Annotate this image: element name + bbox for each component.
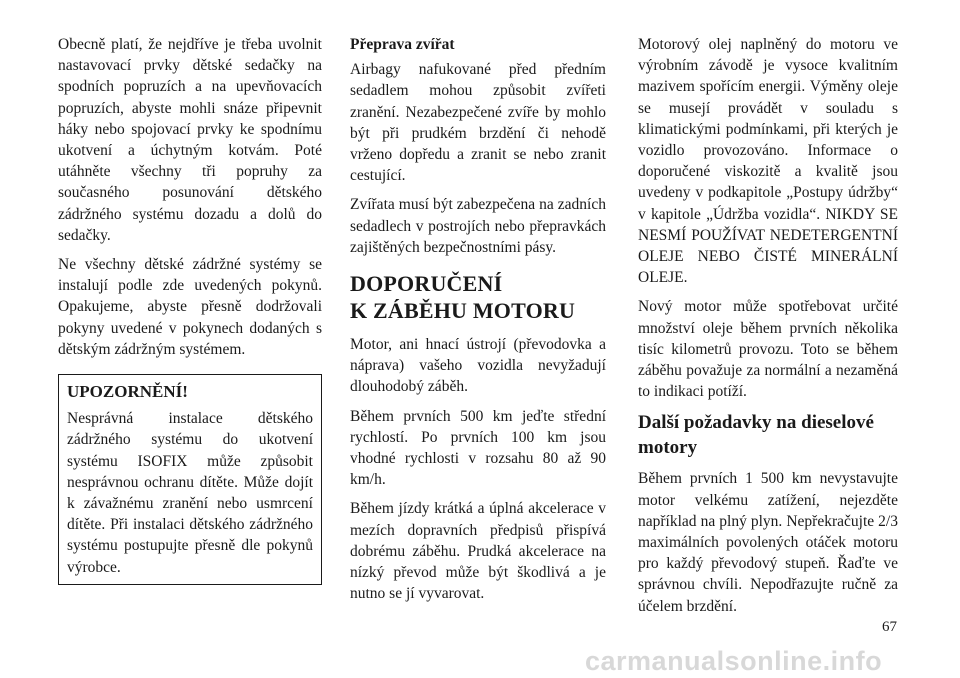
paragraph: Během prvních 1 500 km nevystavujte motor velkému zatížení, nejezděte například na plný plyn. Nepřekračujte 2/3 maximálních povolených otáček motoru pro každý převodový stupeň. Řaďte ve správnou chvíli. Nepodřazujte ručně za účelem brzdění. (638, 470, 898, 615)
paragraph: Zvířata musí být zabezpečena na zadních sedadlech v postrojích nebo přepravkách zajištěných bezpečnostními pásy. (350, 196, 606, 256)
paragraph: Ne všechny dětské zádržné systémy se instalují podle zde uvedených pokynů. Opakujeme, abyste přesně dodržovali pokyny uvedené v pokynech dodaných s dětským zádržným systémem. (58, 256, 322, 358)
subheading-animals: Přeprava zvířat (350, 36, 455, 53)
paragraph: Airbagy nafukované před předním sedadlem mohou způsobit zvířeti zranění. Nezabezpečené zvíře by mohlo být při prudkém brzdění či nehodě vrženo dopředu a zranit se nebo zranit cestující. (350, 61, 606, 185)
paragraph: Obecně platí, že nejdříve je třeba uvolnit nastavovací prvky dětské sedačky na spodních popruzích a na upevňovacích popruzích, abyste mohli snáze připevnit háky nebo spojovací prvky ke spodnímu ukotvení a úchytným kotvám. Poté utáhněte všechny tři popruhy za současného posunování dětského zádržného systému dozadu a dolů do sedačky. (58, 36, 322, 244)
paragraph: Motor, ani hnací ústrojí (převodovka a náprava) vašeho vozidla nevyžadují dlouhodobý záběh. (350, 336, 606, 396)
warning-text: Nesprávná instalace dětského zádržného systému do ukotvení systému ISOFIX může způsobit nesprávnou ochranu dítěte. Může dojít k závažnému zranění nebo usmrcení dítěte. Při instalaci dětského zádržného systému postupujte přesně dle pokynů výrobce. (67, 410, 313, 576)
page-number: 67 (882, 619, 897, 635)
warning-title: UPOZORNĚNÍ! (67, 382, 188, 402)
column-left (58, 34, 322, 585)
paragraph: Motorový olej naplněný do motoru ve výrobním závodě je vysoce kvalitním mazivem spořícím energii. Výměny oleje se musejí provádět v souladu s klimatickými podmínkami, při kterých je vozidlo provozováno. Informace o doporučené viskozitě a kvalitě jsou uvedeny v podkapitole „Postupy údržby“ v kapitole „Údržba vozidla“. NIKDY SE NESMÍ POUŽÍVAT NEDETERGENTNÍ OLEJE NEBO ČISTÉ MINERÁLNÍ OLEJE. (638, 36, 898, 287)
paragraph: Během jízdy krátká a úplná akcelerace v mezích dopravních předpisů přispívá dobrému záběhu. Prudká akcelerace na nízký převod může být škodlivá a je nutno se jí vyvarovat. (350, 500, 606, 603)
watermark: carmanualsonline.info (585, 646, 883, 676)
column-right (638, 34, 898, 625)
chapter-title-line1: DOPORUČENÍ (350, 271, 503, 297)
chapter-title-line2: K ZÁBĚHU MOTORU (350, 298, 576, 324)
chapter-title (350, 270, 606, 324)
paragraph: Během prvních 500 km jeďte střední rychlostí. Po prvních 100 km jsou vhodné rychlosti v rozsahu 80 až 90 km/h. (350, 407, 606, 489)
paragraph: Nový motor může spotřebovat určité množství oleje během prvních několika tisíc kilometrů provozu. Toto se během záběhu považuje za normální a nezaměná to indikaci potíží. (638, 298, 898, 401)
column-middle (350, 34, 606, 612)
section-heading-diesel: Další požadavky na dieselové motory (638, 412, 874, 459)
warning-box (58, 374, 322, 585)
